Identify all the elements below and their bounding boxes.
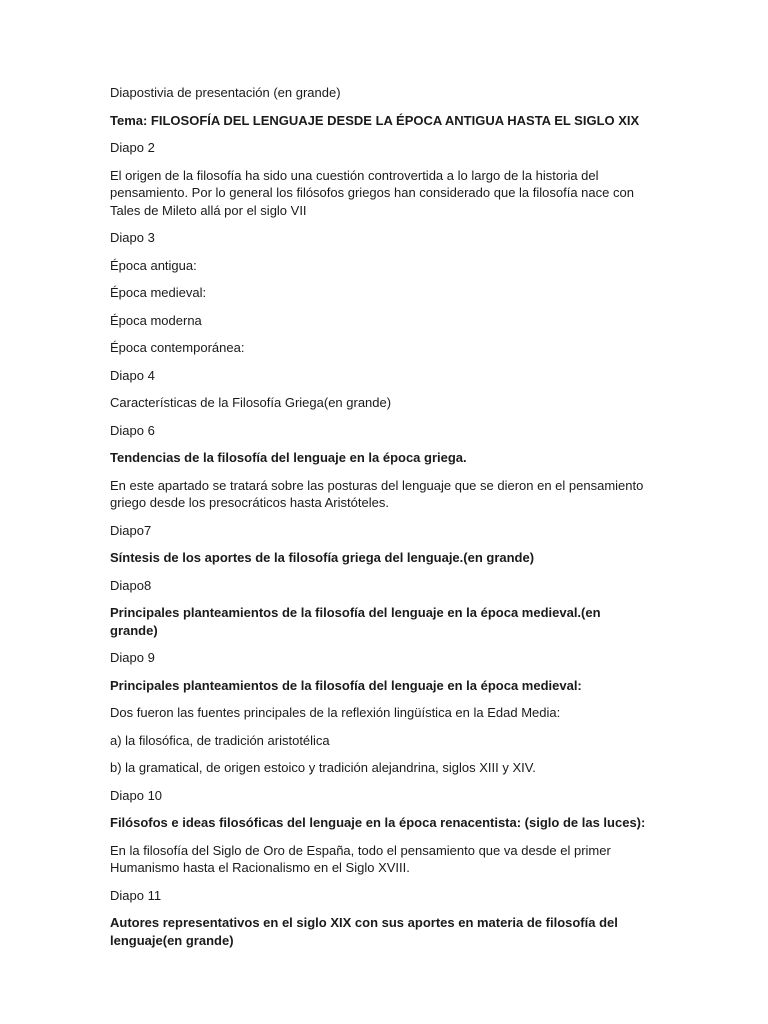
period-label: Época antigua: <box>110 257 197 273</box>
body-paragraph: El origen de la filosofía ha sido una cuestión controvertida a lo largo de la historia del pensamiento. Por lo general los filósofos griegos han considerado que la filosofía nace con Tales de Mileto allá por el siglo VII <box>110 167 634 218</box>
list-item: b) la gramatical, de origen estoico y tradición alejandrina, siglos XIII y XIV. <box>110 760 536 775</box>
period-label: Época medieval: <box>110 285 207 300</box>
slide-title-note: Diapostivia de presentación (en grande) <box>110 85 341 100</box>
slide-label: Diapo7 <box>110 522 152 538</box>
slide-label: Diapo 2 <box>110 140 155 155</box>
body-paragraph: En la filosofía del Siglo de Oro de España, todo el pensamiento que va desde el primer Humanismo hasta el Racionalismo en el Siglo XVIII. <box>110 842 611 875</box>
slide-label: Diapo 4 <box>110 367 155 383</box>
document-page <box>110 84 650 959</box>
section-heading: Autores representativos en el siglo XIX con sus aportes en materia de filosofía del lenguaje(en grande) <box>110 915 618 948</box>
period-label: Época contemporánea: <box>110 340 245 355</box>
body-paragraph: Dos fueron las fuentes principales de la reflexión lingüística en la Edad Media: <box>110 705 561 720</box>
slide-label: Diapo 6 <box>110 422 155 438</box>
slide-label: Diapo 9 <box>110 650 155 665</box>
slide-label: Diapo8 <box>110 577 152 593</box>
list-item: a) la filosófica, de tradición aristotélica <box>110 732 330 748</box>
period-label: Época moderna <box>110 312 202 328</box>
slide-label: Diapo 10 <box>110 787 163 803</box>
section-heading: Tendencias de la filosofía del lenguaje en la época griega. <box>110 450 467 465</box>
section-heading: Síntesis de los aportes de la filosofía griega del lenguaje.(en grande) <box>110 550 535 565</box>
slide-label: Diapo 3 <box>110 230 155 245</box>
topic-heading: Tema: FILOSOFÍA DEL LENGUAJE DESDE LA ÉPOCA ANTIGUA HASTA EL SIGLO XIX <box>110 112 640 128</box>
section-heading: Principales planteamientos de la filosofía del lenguaje en la época medieval.(en grande) <box>110 605 601 638</box>
section-heading: Principales planteamientos de la filosofía del lenguaje en la época medieval: <box>110 677 582 693</box>
body-paragraph: En este apartado se tratará sobre las posturas del lenguaje que se dieron en el pensamiento griego desde los presocráticos hasta Aristóteles. <box>110 477 644 510</box>
body-paragraph: Características de la Filosofía Griega(en grande) <box>110 395 392 410</box>
section-heading: Filósofos e ideas filosóficas del lenguaje en la época renacentista: (siglo de las luces): <box>110 815 646 830</box>
slide-label: Diapo 11 <box>110 887 162 903</box>
